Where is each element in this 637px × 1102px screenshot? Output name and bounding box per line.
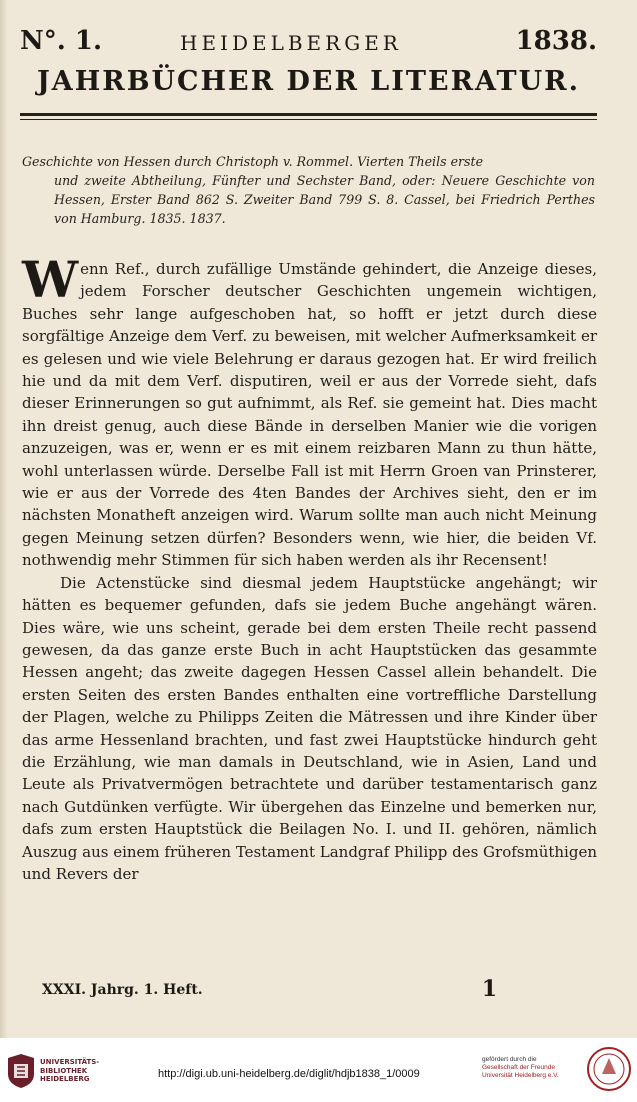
title-rule: [20, 113, 597, 116]
signature-mark: XXXI. Jahrg. 1. Heft.: [42, 982, 203, 998]
university-seal-icon: [586, 1044, 632, 1094]
funded-by-label: gefördert durch die: [482, 1056, 537, 1063]
citation-first-line: Geschichte von Hessen durch Christoph v. Rommel. Vierten Theils erste: [22, 154, 484, 169]
drop-cap: W: [22, 250, 79, 309]
library-logo-icon: [6, 1054, 36, 1088]
society-name-line: Gesellschaft der Freunde: [482, 1064, 555, 1071]
review-text: [22, 250, 597, 885]
library-name: [40, 1058, 99, 1084]
funding-note: [482, 1056, 559, 1080]
library-name-line: UNIVERSITÄTS-: [40, 1058, 100, 1066]
paragraph-1: [22, 250, 597, 572]
book-citation: [22, 152, 595, 228]
digitization-footer: [0, 1038, 637, 1102]
issue-year: 1838.: [515, 26, 597, 56]
page-header: [20, 26, 597, 62]
title-rule-thin: [20, 119, 597, 120]
digital-copy-url[interactable]: http://digi.ub.uni-heidelberg.de/diglit/hdjb1838_1/0009: [158, 1068, 420, 1080]
library-name-line: HEIDELBERG: [40, 1075, 90, 1083]
citation-continued: und zweite Abtheilung, Fünfter und Sechster Band, oder: Neuere Geschichte von Hessen, Erster Band 862 S. Zweiter Band 799 S. 8. Cassel, bei Friedrich Perthes von Hamburg. 1835. 1837.: [54, 173, 595, 226]
paragraph-1-text: enn Ref., durch zufällige Umstände gehindert, die Anzeige dieses, jedem Forscher deutscher Geschichten ungemein wichtigen, Buches sehr lange aufgeschoben hat, so hofft er jetzt durch diese sorgfältige Anzeige dem Verf. zu beweisen, mit welcher Aufmerksamkeit er es gelesen und wie viele Belehrung er daraus gezogen hat. Er wird freilich hie und da mit dem Verf. disputiren, weil er aus der Vorrede sieht, dafs dieser Erinnerungen so gut aufnimmt, als Ref. sie gemeint hat. Dies macht ihn dreist genug, auch diese Bände in derselben Manier wie die vorigen anzuzeigen, was er, wenn er es mit einem reizbaren Mann zu thun hätte, wohl unterlassen würde. Derselbe Fall ist mit Herrn Groen van Prinsterer, wie er aus der Vorrede des 4ten Bandes der Archives sieht, den er im nächsten Monatheft anzeigen wird. Warum sollte man auch nicht Meinung gegen Meinung setzen dürfen? Besonders wenn, wie hier, die beiden Vf. nothwendig mehr Stimmen für sich haben werden als ihr Recensent!: [22, 260, 597, 570]
society-name-line: Universität Heidelberg e.V.: [482, 1072, 559, 1079]
signature-line: [42, 976, 497, 1006]
library-name-line: BIBLIOTHEK: [40, 1066, 88, 1075]
paragraph-2: Die Actenstücke sind diesmal jedem Hauptstücke angehängt; wir hätten es bequemer gefunden, dafs sie jedem Buche angehängt wären. Dies wäre, wie uns scheint, gerade bei dem ersten Theile recht passend gewesen, da das ganze erste Buch in acht Hauptstücken das gesammte Hessen angeht; das zweite dagegen Hessen Cassel allein behandelt. Die ersten Seiten des ersten Bandes enthalten eine vortreffliche Darstellung der Plagen, welche zu Philipps Zeiten die Mätressen und ihre Kinder über das arme Hessenland brachten, und fast zwei Hauptstücke hindurch geht die Erzählung, wie man damals in Deutschland, wie in Asien, Land und Leute als Privatvermögen betrachtete und darüber testamentarisch ganz nach Gutdünken verfügte. Wir übergehen das Einzelne und bemerken nur, dafs zum ersten Hauptstück die Beilagen No. I. und II. gehören, nämlich Auszug aus einem früheren Testament Landgraf Philipp des Grofsmüthigen und Revers der: [22, 573, 597, 883]
journal-title: JAHRBÜCHER DER LITERATUR.: [37, 66, 580, 97]
issue-number: N°. 1.: [20, 26, 103, 56]
signature-number: 1: [481, 976, 497, 1002]
journal-name: HEIDELBERGER: [180, 31, 402, 55]
